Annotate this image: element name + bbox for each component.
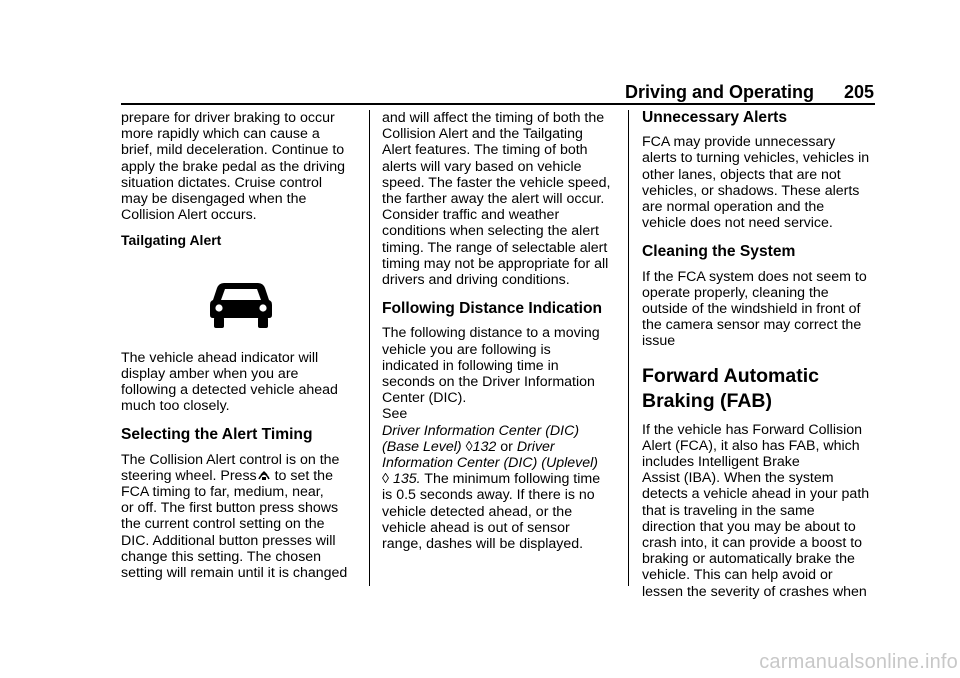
paragraph: If the vehicle has Forward Collision Alert (FCA), it also has FAB, which includes Intelligent Brake Assist (IBA). When the system detects a vehicle ahead in your path that is traveling in the same direction that you may be about to crash into, it can provide a boost to braking or automatically brake the vehicle. This can help avoid or lessen the severity of crashes when: [642, 421, 870, 600]
column-divider: [369, 110, 370, 586]
column-1: [121, 110, 361, 590]
paragraph: The following distance to a moving vehicle you are following is indicated in following time in seconds on the Driver Information Center (DIC).: [382, 325, 600, 407]
paragraph: and will affect the timing of both the Collision Alert and the Tailgating Alert features. The timing of both alerts will vary based on vehicle speed. The faster the vehicle speed, the farther away the alert will occur. Consider traffic and weather conditions when selecting the alert timing. The range of selectable alert timing may not be appropriate for all drivers and driving conditions.: [382, 110, 611, 289]
paragraph: The Collision Alert control is on the steering wheel. Press to set the FCA timing to far, medium, near, or off. The first button press shows the current control setting on the DIC. Additional button presses will change this setting. The chosen setting will remain until it is changed: [121, 451, 348, 582]
watermark: carmanualsonline.info: [759, 651, 958, 673]
header-rule: [121, 103, 875, 105]
page-ref-icon: ◊: [465, 438, 473, 455]
paragraph: If the FCA system does not seem to operate properly, cleaning the outside of the windshield in front of the camera sensor may correct the issue: [642, 268, 867, 350]
page-ref-icon: ◊: [382, 471, 390, 488]
major-heading: Forward Automatic Braking (FAB): [642, 364, 819, 412]
paragraph: FCA may provide unnecessary alerts to turning vehicles, vehicles in other lanes, objects that are not vehicles, or shadows. These alerts are normal operation and the vehicle does not need service.: [642, 134, 870, 232]
section-title: Driving and Operating: [624, 82, 814, 102]
cross-reference-link[interactable]: Driver Information Center (DIC) (Uplevel): [382, 438, 599, 472]
vehicle-ahead-indicator-figure: [121, 258, 361, 350]
paragraph: The vehicle ahead indicator will display amber when you are following a detected vehicle ahead much too closely.: [121, 349, 338, 415]
car-front-icon: [210, 279, 272, 329]
section-heading: Following Distance Indication: [382, 300, 603, 318]
section-heading: Unnecessary Alerts: [642, 109, 788, 126]
cross-reference-link[interactable]: Driver Information Center (DIC) (Base Level): [382, 422, 580, 455]
paragraph: prepare for driver braking to occur more rapidly which can cause a brief, mild deceleration. Continue to apply the brake pedal as the driving situation dictates. Cruise control may be disengaged when the Collision Alert occurs.: [121, 110, 345, 224]
page-header: [121, 82, 874, 104]
section-heading: Cleaning the System: [642, 243, 796, 261]
collision-alert-timing-icon: [257, 468, 271, 482]
page-number: 205: [843, 82, 874, 102]
tailgating-alert-label: Tailgating Alert: [121, 232, 222, 249]
column-divider: [628, 110, 629, 586]
cross-reference-paragraph: See Driver Information Center (DIC) (Base Level) ◊132 or Driver Information Center (DIC) (Uplevel) ◊ 135. The minimum following time is 0.5 seconds away. If there is no vehicle detected ahead, or the vehicle ahead is out of sensor range, dashes will be displayed.: [382, 406, 601, 553]
column-2: [382, 110, 620, 561]
column-3: [642, 110, 877, 609]
section-heading: Selecting the Alert Timing: [121, 426, 313, 444]
